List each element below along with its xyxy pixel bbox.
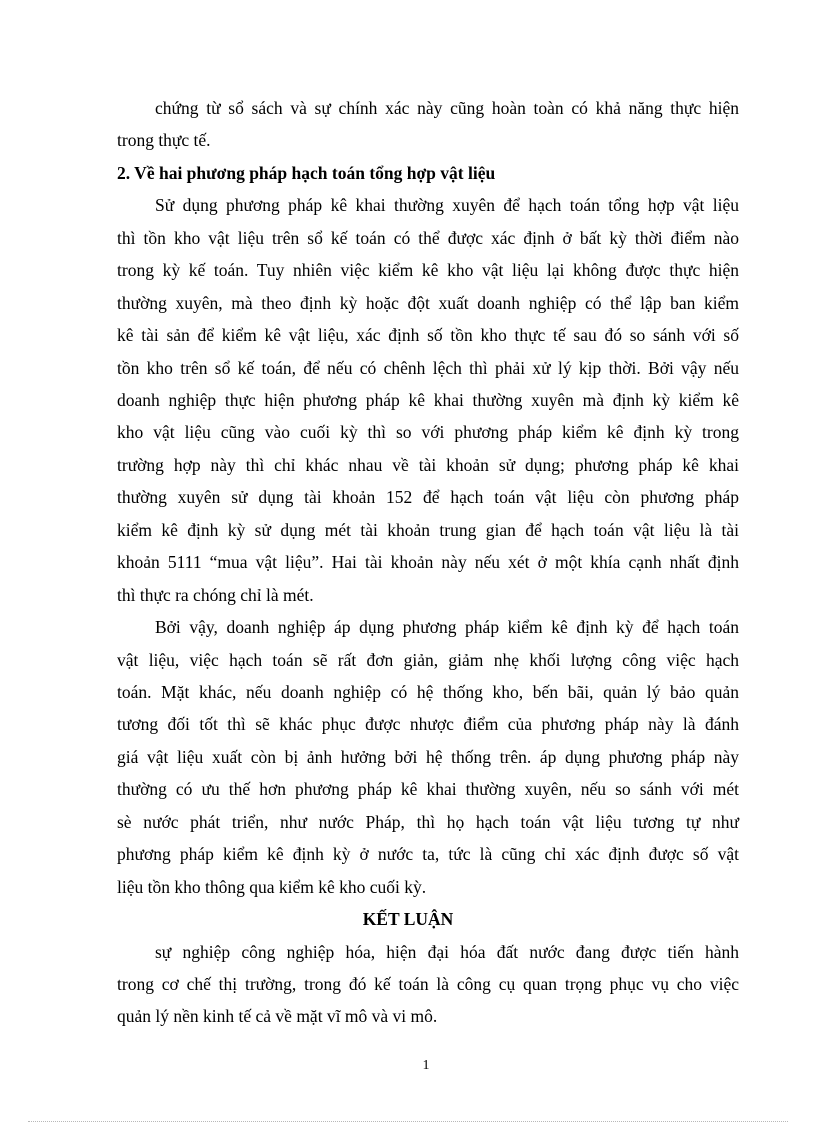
conclusion-heading: KẾT LUẬN — [362, 909, 454, 929]
paragraph-3-line-9: liệu tồn kho thông qua kiểm kê kho cuối kỳ. — [117, 877, 427, 897]
paragraph-4-line-3: quản lý nền kinh tế cả về mặt vĩ mô và vi mô. — [117, 1006, 438, 1026]
paragraph-3-line-1: Bởi vậy, doanh nghiệp áp dụng phương pháp kiểm kê định kỳ để hạch toán — [155, 617, 739, 637]
paragraph-2-line-6: tồn kho trên sổ kế toán, để nếu có chênh lệch thì phải xử lý kịp thời. Bởi vậy nếu — [117, 358, 739, 378]
paragraph-2-line-1: Sử dụng phương pháp kê khai thường xuyên để hạch toán tổng hợp vật liệu — [155, 195, 739, 215]
paragraph-4-line-2: trong cơ chế thị trường, trong đó kế toán là công cụ quan trọng phục vụ cho việc — [117, 974, 739, 994]
page-number: 1 — [422, 1058, 430, 1073]
paragraph-1-line-2: trong thực tế. — [117, 130, 211, 150]
paragraph-1-line-1: chứng từ sổ sách và sự chính xác này cũng hoàn toàn có khả năng thực hiện — [155, 98, 739, 118]
paragraph-2-line-7: doanh nghiệp thực hiện phương pháp kê khai thường xuyên mà định kỳ kiểm kê — [117, 390, 739, 410]
page-bottom-divider — [28, 1121, 788, 1122]
paragraph-3-line-5: giá vật liệu xuất còn bị ảnh hưởng bởi hệ thống trên. áp dụng phương pháp này — [117, 747, 739, 767]
section-heading: 2. Về hai phương pháp hạch toán tổng hợp vật liệu — [117, 163, 496, 183]
paragraph-3-line-7: sè nước phát triển, như nước Pháp, thì họ hạch toán vật liệu tương tự như — [117, 812, 739, 832]
paragraph-3-line-8: phương pháp kiểm kê định kỳ ở nước ta, tức là cũng chỉ xác định được số vật — [117, 844, 739, 864]
paragraph-2-line-3: trong kỳ kế toán. Tuy nhiên việc kiểm kê kho vật liệu lại không được thực hiện — [117, 260, 739, 280]
paragraph-4-line-1: sự nghiệp công nghiệp hóa, hiện đại hóa đất nước đang được tiến hành — [155, 942, 739, 962]
paragraph-2-line-13: thì thực ra chóng chỉ là mét. — [117, 585, 314, 605]
paragraph-3-line-4: tương đối tốt thì sẽ khác phục được nhược điểm của phương pháp này là đánh — [117, 714, 739, 734]
paragraph-3-line-3: toán. Mặt khác, nếu doanh nghiệp có hệ thống kho, bến bãi, quản lý bảo quản — [117, 682, 739, 702]
paragraph-2-line-10: thường xuyên sử dụng tài khoản 152 để hạch toán vật liệu còn phương pháp — [117, 487, 739, 507]
paragraph-3-line-2: vật liệu, việc hạch toán sẽ rất đơn giản, giảm nhẹ khối lượng công việc hạch — [117, 650, 739, 670]
paragraph-2-line-8: kho vật liệu cũng vào cuối kỳ thì so với phương pháp kiểm kê định kỳ trong — [117, 422, 739, 442]
paragraph-2-line-5: kê tài sản để kiểm kê vật liệu, xác định số tồn kho thực tế sau đó so sánh với số — [117, 325, 739, 345]
paragraph-2-line-11: kiểm kê định kỳ sử dụng mét tài khoản trung gian để hạch toán vật liệu là tài — [117, 520, 739, 540]
paragraph-2-line-2: thì tồn kho vật liệu trên sổ kế toán có thể được xác định ở bất kỳ thời điểm nào — [117, 228, 739, 248]
paragraph-3-line-6: thường có ưu thế hơn phương pháp kê khai thường xuyên, nếu so sánh với mét — [117, 779, 739, 799]
paragraph-2-line-9: trường hợp này thì chỉ khác nhau về tài khoản sử dụng; phương pháp kê khai — [117, 455, 739, 475]
paragraph-2-line-4: thường xuyên, mà theo định kỳ hoặc đột xuất doanh nghiệp có thể lập ban kiểm — [117, 293, 739, 313]
paragraph-2-line-12: khoản 5111 “mua vật liệu”. Hai tài khoản này nếu xét ở một khía cạnh nhất định — [117, 552, 739, 572]
